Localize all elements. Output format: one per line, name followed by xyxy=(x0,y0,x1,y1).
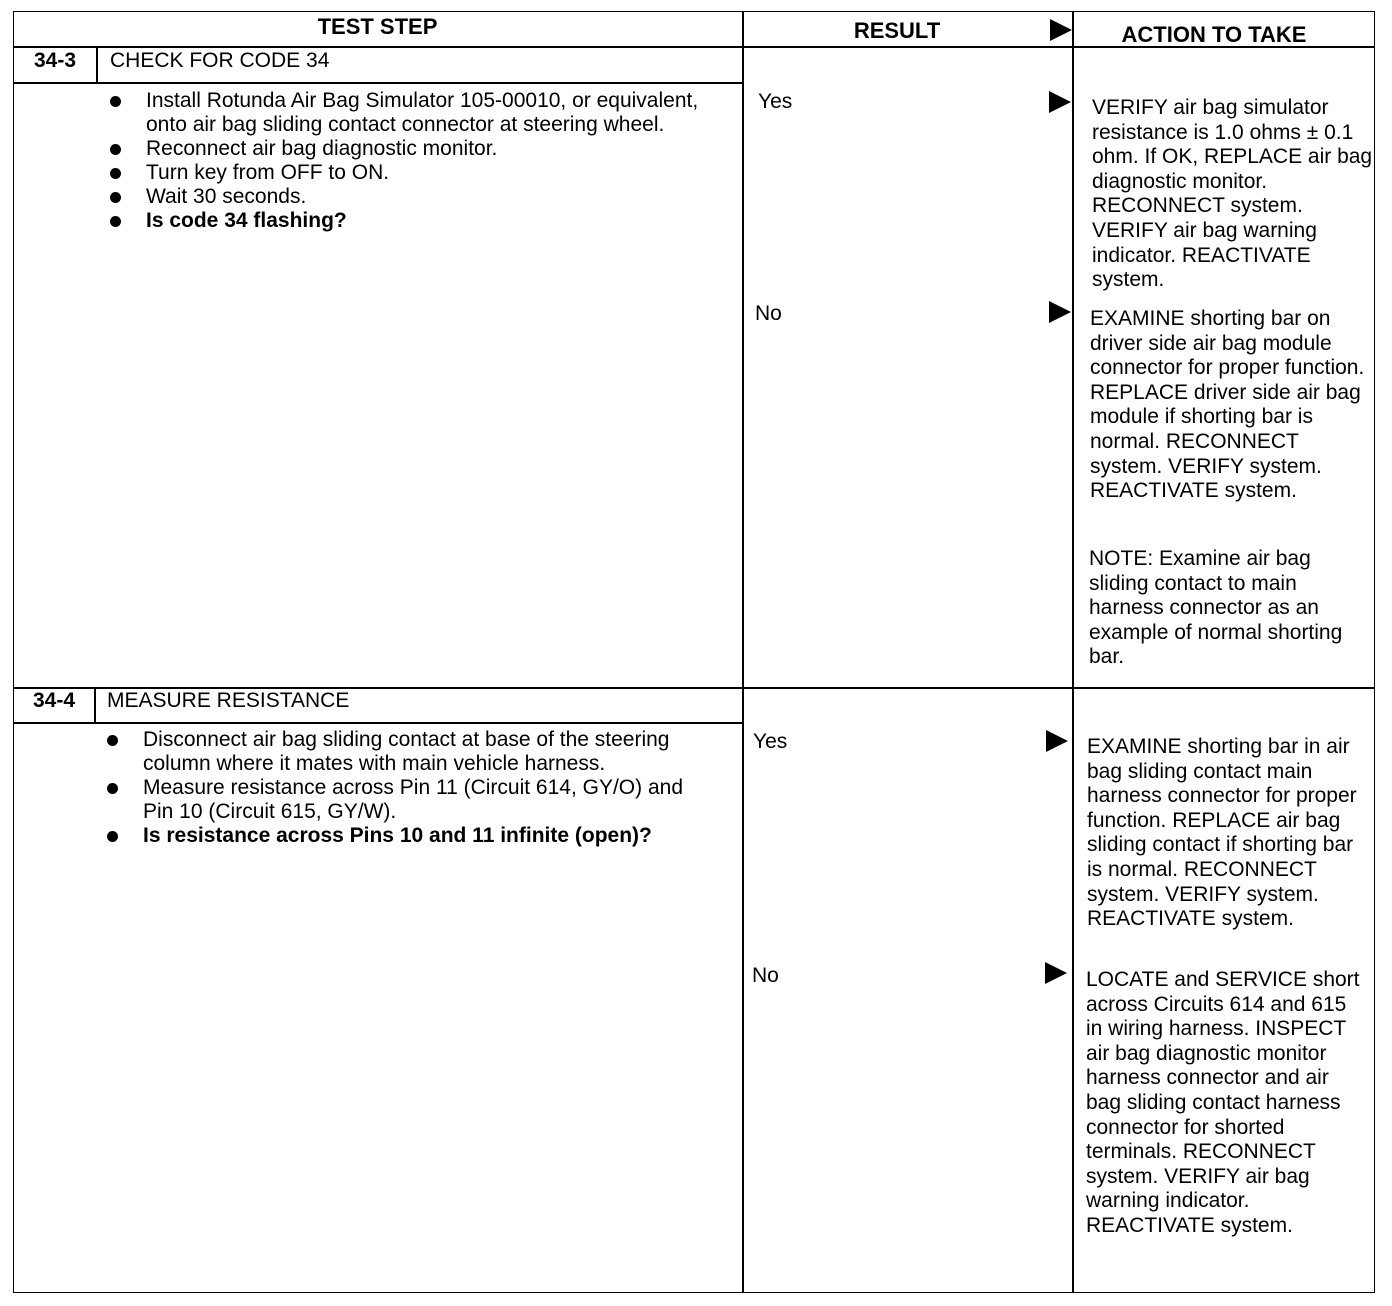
column-divider-result xyxy=(742,11,744,1293)
header-arrow-icon xyxy=(1050,19,1072,41)
header-action: ACTION TO TAKE xyxy=(1121,22,1307,47)
result-yes: Yes xyxy=(753,730,788,753)
question-item: Is code 34 flashing? xyxy=(108,209,708,233)
action-text: EXAMINE shorting bar on driver side air bag module connector for proper function. REPLACE driver side air bag module if shorting bar is normal. RECONNECT system. VERIFY system. REACTIVATE system. xyxy=(1090,307,1365,503)
step-title: CHECK FOR CODE 34 xyxy=(110,49,330,72)
step-34-3-instructions xyxy=(108,89,708,233)
instruction-item: Turn key from OFF to ON. xyxy=(108,161,708,185)
action-text: EXAMINE shorting bar in air bag sliding contact main harness connector for proper function. REPLACE air bag sliding contact if shorting bar is normal. RECONNECT system. VERIFY system. REACTIVATE system. xyxy=(1087,735,1357,931)
instruction-item: Measure resistance across Pin 11 (Circuit 614, GY/O) and Pin 10 (Circuit 615, GY/W). xyxy=(105,776,695,824)
result-arrow-icon xyxy=(1045,962,1067,984)
column-divider-action xyxy=(1072,11,1074,1293)
result-arrow-icon xyxy=(1049,301,1071,323)
action-note: NOTE: Examine air bag sliding contact to main harness connector as an example of normal shorting bar. xyxy=(1089,547,1343,669)
step-34-4-instructions xyxy=(105,728,695,848)
result-no: No xyxy=(755,302,782,325)
step-34-4-number-divider xyxy=(94,687,96,722)
header-test-step: TEST STEP xyxy=(317,14,438,39)
step-34-3-title-bottom xyxy=(13,82,742,84)
step-34-4-title-bottom xyxy=(13,722,742,724)
question-item: Is resistance across Pins 10 and 11 infinite (open)? xyxy=(105,824,695,848)
instruction-item: Disconnect air bag sliding contact at base of the steering column where it mates with main vehicle harness. xyxy=(105,728,695,776)
step-34-3-number-divider xyxy=(96,46,98,82)
step-number: 34-4 xyxy=(32,689,76,712)
header-result: RESULT xyxy=(853,18,941,43)
step-title: MEASURE RESISTANCE xyxy=(107,689,350,712)
instruction-item: Wait 30 seconds. xyxy=(108,185,708,209)
result-yes: Yes xyxy=(758,90,793,113)
step-number: 34-3 xyxy=(33,49,77,72)
instruction-item: Install Rotunda Air Bag Simulator 105-00010, or equivalent, onto air bag sliding contact connector at steering wheel. xyxy=(108,89,708,137)
action-text: VERIFY air bag simulator resistance is 1.0 ohms ± 0.1 ohm. If OK, REPLACE air bag diagnostic monitor. RECONNECT system. VERIFY air bag warning indicator. REACTIVATE system. xyxy=(1092,96,1373,292)
result-no: No xyxy=(752,964,779,987)
result-arrow-icon xyxy=(1046,730,1068,752)
action-text: LOCATE and SERVICE short across Circuits 614 and 615 in wiring harness. INSPECT air bag diagnostic monitor harness connector and air bag sliding contact harness connector for shorted terminals. RECONNECT system. VERIFY air bag warning indicator. REACTIVATE system. xyxy=(1086,968,1360,1237)
instruction-item: Reconnect air bag diagnostic monitor. xyxy=(108,137,708,161)
result-arrow-icon xyxy=(1049,91,1071,113)
